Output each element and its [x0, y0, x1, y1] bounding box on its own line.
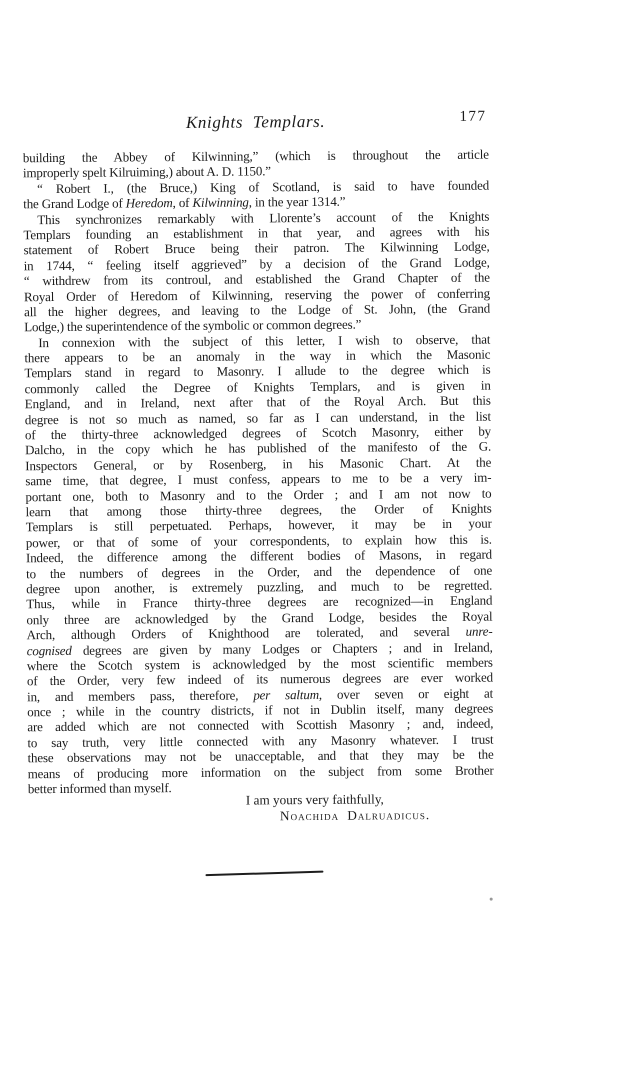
- text-line: degree is not so much as named, so far as I can understand, in the list: [24, 408, 491, 427]
- text-line: there appears to be an anomaly in the way in which the Masonic: [24, 346, 491, 366]
- letter-closing: [28, 791, 494, 826]
- signature: Noachida Dalruadicus.: [279, 806, 431, 823]
- text-line: where the Scotch system is acknowledged by the most scientific members: [26, 654, 493, 674]
- text-line: Templars is still perpetuated. Perhaps, however, it may be in your: [25, 515, 492, 535]
- text-line: are added which are not connected with Scottish Masonry ; and, indeed,: [27, 716, 494, 735]
- text-line: improperly spelt Kilruiming,) about A. D. 1150.”: [22, 163, 271, 181]
- text-line: same time, that degree, I must confess, appears to me to be a very im-: [25, 469, 492, 489]
- text-line: Lodge,) the superintendence of the symbolic or common degrees.”: [24, 316, 362, 335]
- text-line: to say truth, very little connected with any Masonry whatever. I trust: [27, 731, 494, 751]
- text-line: of the thirty-three acknowledged degrees of Scotch Masonry, either by: [24, 423, 492, 443]
- ink-speck-artifact: [490, 898, 493, 901]
- text-line: Thus, while in France thirty-three degrees are recognized—in England: [26, 592, 493, 612]
- text-line: Templars stand in regard to Masonry. I allude to the degree which is: [24, 362, 491, 381]
- text-line: England, and in Ireland, next after that of the Royal Arch. But this: [24, 392, 491, 412]
- text-line: Inspectors General, or by Rosenberg, in his Masonic Chart. At the: [25, 454, 492, 474]
- text-line: portant one, both to Masonry and to the Order ; and I am not now to: [25, 485, 492, 504]
- text-line: This synchronizes remarkably with Llorente’s account of the Knights: [37, 208, 490, 227]
- page-title: Knights Templars.: [185, 111, 326, 132]
- section-divider-rule: [205, 871, 323, 877]
- text-line: learn that among those thirty-three degrees, the Order of Knights: [25, 500, 492, 520]
- text-line: commonly called the Degree of Knights Templars, and is given in: [24, 377, 491, 397]
- valediction: I am yours very faithfully,: [245, 791, 384, 808]
- text-line: Dalcho, in the copy which he has published of the manifesto of the G.: [25, 439, 492, 458]
- text-line: in 1744, “ feeling itself aggrieved” by a decision of the Grand Lodge,: [23, 254, 490, 273]
- text-line: Royal Order of Heredom of Kilwinning, reserving the power of conferring: [23, 285, 490, 304]
- text-line: “ Robert I., (the Bruce,) King of Scotland, is said to have founded: [37, 177, 490, 196]
- body-text: [23, 147, 494, 797]
- text-line: all the higher degrees, and leaving to the Lodge of St. John, (the Grand: [23, 300, 491, 320]
- text-line: these observations may not be unacceptable, and that they may be the: [27, 746, 494, 766]
- text-line: Arch, although Orders of Knighthood are tolerated, and several unre-: [26, 623, 493, 643]
- text-line: statement of Robert Bruce being their patron. The Kilwinning Lodge,: [23, 238, 490, 258]
- running-header: [22, 108, 488, 139]
- text-line: degree upon another, is extremely puzzling, and much to be regretted.: [26, 577, 493, 597]
- text-line: Indeed, the difference among the different bodies of Masons, in regard: [25, 546, 493, 566]
- text-line: power, or that of some of your correspondents, to explain how this is.: [25, 531, 492, 551]
- text-line: building the Abbey of Kilwinning,” (which is throughout the article: [22, 146, 489, 166]
- text-line: the Grand Lodge of Heredom, of Kilwinning, in the year 1314.”: [23, 193, 346, 212]
- text-line: “ withdrew from its controul, and established the Grand Chapter of the: [23, 269, 490, 289]
- text-line: In connexion with the subject of this letter, I wish to observe, that: [38, 331, 491, 350]
- text-line: only three are acknowledged by the Grand Lodge, besides the Royal: [26, 608, 493, 627]
- text-line: in, and members pass, therefore, per saltum, over seven or eight at: [27, 685, 494, 704]
- text-line: of the Order, very few indeed of its numerous degrees are ever worked: [26, 669, 493, 689]
- text-line: once ; while in the country districts, if not in Dublin itself, many degrees: [27, 700, 494, 720]
- text-line: means of producing more information on the subject from some Brother: [27, 762, 494, 781]
- text-line: to the numbers of degrees in the Order, and the dependence of one: [26, 562, 493, 581]
- text-line: Templars founding an establishment in that year, and agrees with his: [23, 223, 490, 243]
- page-number: 177: [459, 108, 487, 125]
- text-line: cognised degrees are given by many Lodges or Chapters ; and in Ireland,: [26, 639, 493, 658]
- text-line: better informed than myself.: [27, 780, 172, 797]
